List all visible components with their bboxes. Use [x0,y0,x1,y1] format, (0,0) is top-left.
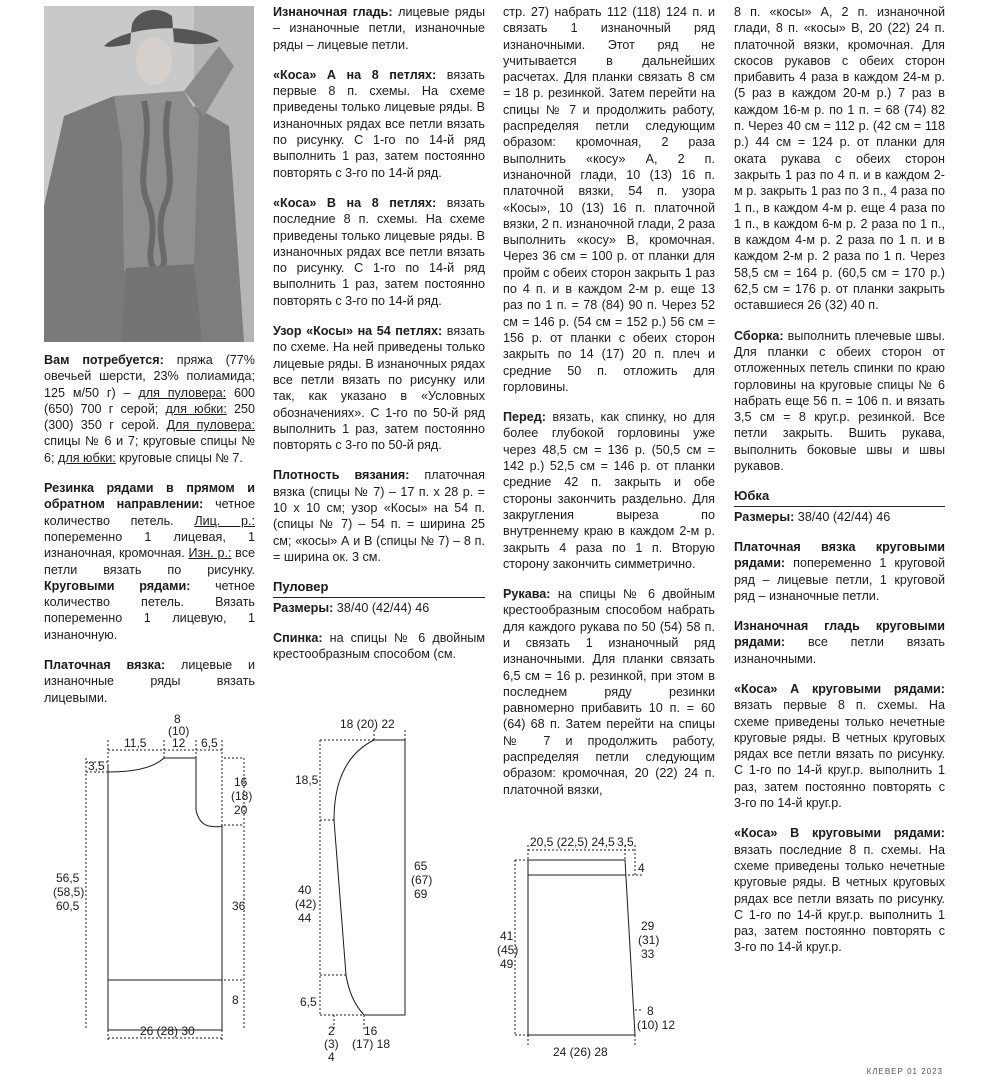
rib-right-side: Лиц. р.: [194,513,255,528]
back-width: 26 (28) 30 [140,1024,195,1038]
back-neck-width-1: 8 [174,712,181,726]
cable-b-text: вязать последние 8 п. схемы. На схеме приведены только лицевые ряды. В изнаночных рядах все петли вязать по рисунку. С 1-го по 14-й ряд выполнить 1 раз, затем постоянно повторять с 3-го по 14-й ряд. [273,195,485,308]
back-armhole-3: 20 [234,803,248,817]
sleeve-width-1: 16 [364,1024,378,1038]
back-rib-height: 8 [232,993,239,1007]
assembly-paragraph [734,328,945,475]
model-photo [44,6,254,342]
skirt-cable-b-label: «Коса» В круговыми рядами: [734,826,945,841]
skirt-length-3: 49 [500,957,514,971]
sleeve-bottom-1: 2 [328,1024,335,1038]
pullover-rule [273,597,485,598]
skirt-reverse [734,618,945,667]
sleeves-paragraph [503,586,715,798]
pullover-title: Пуловер [273,579,329,595]
materials-text-c: 250 (300) 350 г серой. [44,401,255,433]
back-text: на спицы № 6 двойным крестообразным способом (см. [273,630,485,662]
materials-text-e: круговые спицы № 7. [115,450,243,465]
skirt-top-width: 20,5 (22,5) 24,5 [530,835,615,849]
column-4 [734,4,945,970]
front-paragraph [503,409,715,572]
sleeves-label: Рукава: [503,587,551,602]
back-paragraph [273,630,485,663]
cable-a-paragraph [273,67,485,181]
sleeve-total-2: (67) [411,873,433,887]
skirt-waist-height: 4 [638,861,645,875]
sleeve-bottom-2: (3) [324,1037,339,1051]
skirt-length-1: 41 [500,929,514,943]
materials-text-d: спицы № 6 и 7; круговые спицы № 6; [44,434,255,465]
gauge-paragraph [273,467,485,565]
column-1 [44,352,255,720]
column-2 [273,4,485,676]
back-schematic [44,710,274,1040]
sleeve-length-3: 44 [298,911,312,925]
back-continued: стр. 27) набрать 112 (118) 124 п. и связать 1 изнаночный ряд изнаночными. Этот ряд не учитывается в дальнейших расчетах. Для планки связать 8 см = 18 р. резинкой. Затем перейти на спицы № 7 и продолжить работу, распределяя петли следующим образом: кромочная, 2 раза выполнить «косу» А, 2 п. изнаночной глади, 10 (13) 16 п. платочной вязки, 54 п. узора «Косы», 10 (13) 16 п. платочной вязки, 2 п. изнаночной глади, 2 раза выполнить «косу» В, кромочная. Через 36 см = 100 р. от планки для пройм с обеих сторон закрыть 1 раз по 4 п. и в каждом 2-м р. еще 13 раз по 1 п. = 78 (84) 90 п. Через 52 см = 146 р. (54 см = 152 р.) 56 см = 156 р. от планки с обеих сторон закрыть по 14 (17) 20 п. плеч и средние 50 п. отложить для горловины. [503,5,715,394]
cable-a-label: «Коса» А на 8 петлях: [273,67,437,82]
sleeve-cap-height: 18,5 [295,773,319,787]
sleeve-top-width: 18 (20) 22 [340,717,395,731]
column-3 [503,4,715,812]
skirt-length-2: (45) [497,943,519,957]
pullover-sizes-text: 38/40 (42/44) 46 [333,600,430,615]
pullover-sizes [273,600,485,616]
assembly-text: выполнить плечевые швы. Для планки с обеих сторон от отложенных петель спинки по краю горловины на круговые спицы № 6 набрать еще 56 п. = 106 п. и вязать 3,5 см = 8 круг.р. резинкой. Все петли закрыть. Вшить рукава, выполнить боковые швы и швы рукавов. [734,328,945,474]
cables-54-paragraph [273,323,485,453]
sleeve-width-2: (17) 18 [352,1037,391,1051]
back-neck-width-3: 12 [172,736,186,750]
back-armhole-1: 16 [234,775,248,789]
reverse-st-text: лицевые ряды – изнаночные петли, изнаночные ряды – лицевые петли. [273,5,485,52]
back-side-length: 36 [232,899,246,913]
sleeves-continued: 8 п. «косы» А, 2 п. изнаночной глади, 8 п. «косы» В, 20 (22) 24 п. платочной вязки, кромочная. Для скосов рукавов с обеих сторон прибавить 4 раза в каждом 24-м р. (5 раз в каждом 20-м р.) 7 раз в каждом 16-м р. по 1 п. = 68 (74) 82 п. Через 40 см = 112 р. (42 см = 118 р.) 44 см = 124 р. от планки для оката рукава с обеих сторон закрыть 1 раз по 4 п. и в каждом 2-м р. закрыть 1 раз по 3 п., 4 раза по 1 п., в каждом 4-м р. еще 4 раза по 1 п., в каждом 6-м р. 2 раза по 1 п., в каждом 4-м р. 2 раза по 1 п. и в каждом 2-м р. 2 раза по 1 п. Через 58,5 см = 164 р. (60,5 см = 170 р.) 62,5 см = 176 р. от планки закрыть оставшиеся 26 (32) 40 п. [734,5,945,313]
sleeve-total-3: 69 [414,887,428,901]
skirt-cable-a-label: «Коса» А круговыми рядами: [734,681,945,696]
back-shoulder-right: 6,5 [201,736,218,750]
rib-text-c: все петли вязать по рисунку. [44,546,256,577]
skirt-reverse-text: все петли вязать изнаночными. [734,635,945,666]
page-footer: КЛЕВЕР 01 2023 [866,1067,943,1076]
back-neck-width-2: (10) [168,724,190,738]
back-neck-depth: 3,5 [88,759,105,773]
materials-text-b: 600 (650) 700 г серой; [44,385,256,416]
sleeve-schematic [290,710,450,1065]
front-text: вязать, как спинку, но для более глубокой горловины уже через 48,5 см = 136 р. (50,5 см = 142 р.) 52,5 см = 146 р. от планки средние 42 п. закрыть и обе стороны закончить раздельно. Для закругления выреза по внутреннему краю в каждом 2-м р. закрыть 4 раза по 1 п. Вторую сторону закончить симметрично. [503,410,715,571]
skirt-mid-2: (31) [638,933,660,947]
back-length-1: 56,5 [56,871,80,885]
skirt-mid-1: 29 [641,919,655,933]
back-armhole-2: (18) [231,789,253,803]
stockinette-text: лицевые и изнаночные ряды вязать лицевыми. [44,658,255,705]
rib-label: Резинка рядами в прямом и обратном направлении: [44,481,255,512]
sleeve-bottom-3: 4 [328,1050,335,1064]
skirt-cable-a [734,681,945,811]
skirt-outline [528,860,635,1035]
skirt-sizes-label: Размеры: [734,509,795,524]
pullover-sizes-label: Размеры: [273,600,334,615]
cable-b-label: «Коса» В на 8 петлях: [273,195,437,210]
sleeve-total-1: 65 [414,859,428,873]
sleeve-outline [334,740,405,1015]
skirt-schematic [495,830,695,1065]
skirt-bottom-width: 24 (26) 28 [553,1045,608,1059]
materials-skirt-2: для юбки: [58,450,116,465]
rib-wrong-side: Изн. р.: [188,546,232,561]
cables-54-text: вязать по схеме. На ней приведены только лицевые ряды. В изнаночных рядах все петли вязать по рисунку или так, как указано в «Условных обозначениях». С 1-го по 50-й ряд выполнить 1 раз, затем постоянно повторять с 3-го по 50-й ряд. [273,324,485,453]
stockinette-paragraph [44,657,255,706]
back-length-3: 60,5 [56,899,80,913]
skirt-stockinette-label: Платочная вязка круговыми рядами: [734,539,945,571]
reverse-st-label: Изнаночная гладь: [273,5,393,19]
skirt-hem-1: 8 [647,1004,654,1018]
materials-text-a: пряжа (77% овечьей шерсти, 23% полиамида; 125 м/50 г) – [44,353,256,400]
stockinette-label: Платочная вязка: [44,658,166,673]
skirt-reverse-label: Изнаночная гладь круговыми рядами: [734,619,945,650]
cable-a-text: вязать первые 8 п. схемы. На схеме приведены только лицевые ряды. В изнаночных рядах все петли вязать по рисунку. С 1-го по 14-й ряд выполнить 1 раз, затем постоянно повторять с 3-го по 14-й ряд. [273,67,485,180]
skirt-sizes [734,509,945,525]
cable-b-paragraph [273,195,485,309]
skirt-rule [734,506,945,507]
materials-label: Вам потребуется: [44,353,164,367]
rib-round-label: Круговыми рядами: [44,578,191,593]
gauge-label: Плотность вязания: [273,468,410,483]
skirt-title: Юбка [734,488,770,504]
materials-pullover: для пуловера: [138,385,227,400]
skirt-mid-3: 33 [641,947,655,961]
skirt-stockinette [734,539,945,604]
skirt-cable-b-text: вязать последние 8 п. схемы. На схеме приведены только нечетные круговые ряды. В четных круговых рядах все петли вязать по рисунку. С 1-го по 14-й круг.р. выполнить 1 раз, затем постоянно повторять с 3-го по 14-й круг.р. [734,842,945,955]
skirt-hem-2: (10) 12 [637,1018,676,1032]
back-shoulder-left: 11,5 [124,736,147,750]
assembly-label: Сборка: [734,328,784,343]
skirt-stockinette-text: попеременно 1 круговой ряд – лицевые петли, 1 круговой ряд – изнаночные петли. [734,556,945,603]
model-illustration [44,6,254,342]
back-length-2: (58,5) [53,885,85,899]
skirt-sizes-text: 38/40 (42/44) 46 [794,509,891,524]
rib-text-a: четное количество петель. [44,497,255,528]
sleeves-text: на спицы № 6 двойным крестообразным способом набрать для каждого рукава по 50 (54) 58 п. и связать 1 изнаночный ряд изнаночными. Для планки связать 6,5 см = 16 р. резинкой, при этом в последнем ряду резинки равномерно прибавить 10 п. = 60 (64) 68 п. Затем перейти на спицы № 7 и продолжить работу, распределяя петли следующим образом: кромочная, 20 (22) 24 п. платочной вязки, [503,587,715,797]
gauge-text: платочная вязка (спицы № 7) – 17 п. x 28 р. = 10 x 10 см; узор «Косы» на 54 п. (спицы № 7) – 54 п. = ширина 25 см; «косы» А и В (спицы № 7) – 8 п. = ширина ок. 3 см. [273,468,485,564]
rib-text-b: попеременно 1 лицевая, 1 изнаночная, кромочная. [44,529,255,561]
reverse-st-paragraph [273,4,485,53]
materials-pullover-2: Для пуловера: [166,418,255,433]
skirt-cable-b [734,825,945,955]
back-label: Спинка: [273,630,323,645]
rib-paragraph [44,480,255,643]
skirt-top-right: 3,5 [617,835,634,849]
cables-54-label: Узор «Косы» на 54 петлях: [273,324,443,339]
sleeve-length-2: (42) [295,897,317,911]
skirt-cable-a-text: вязать первые 8 п. схемы. На схеме приведены только нечетные круговые ряды. В четных круговых рядах все петли вязать по рисунку. С 1-го по 14-й круг.р. выполнить 1 раз, затем постоянно повторять с 3-го по 14-й круг.р. [734,698,945,811]
materials-paragraph [44,352,255,466]
rib-text-d: четное количество петель. Вязать попеременно 1 лицевую, 1 изнаночную. [44,578,255,642]
back-outline [108,758,222,1030]
sleeve-cuff-height: 6,5 [300,995,317,1009]
front-label: Перед: [503,410,546,425]
materials-skirt: для юбки: [165,401,227,416]
sleeve-length-1: 40 [298,883,312,897]
